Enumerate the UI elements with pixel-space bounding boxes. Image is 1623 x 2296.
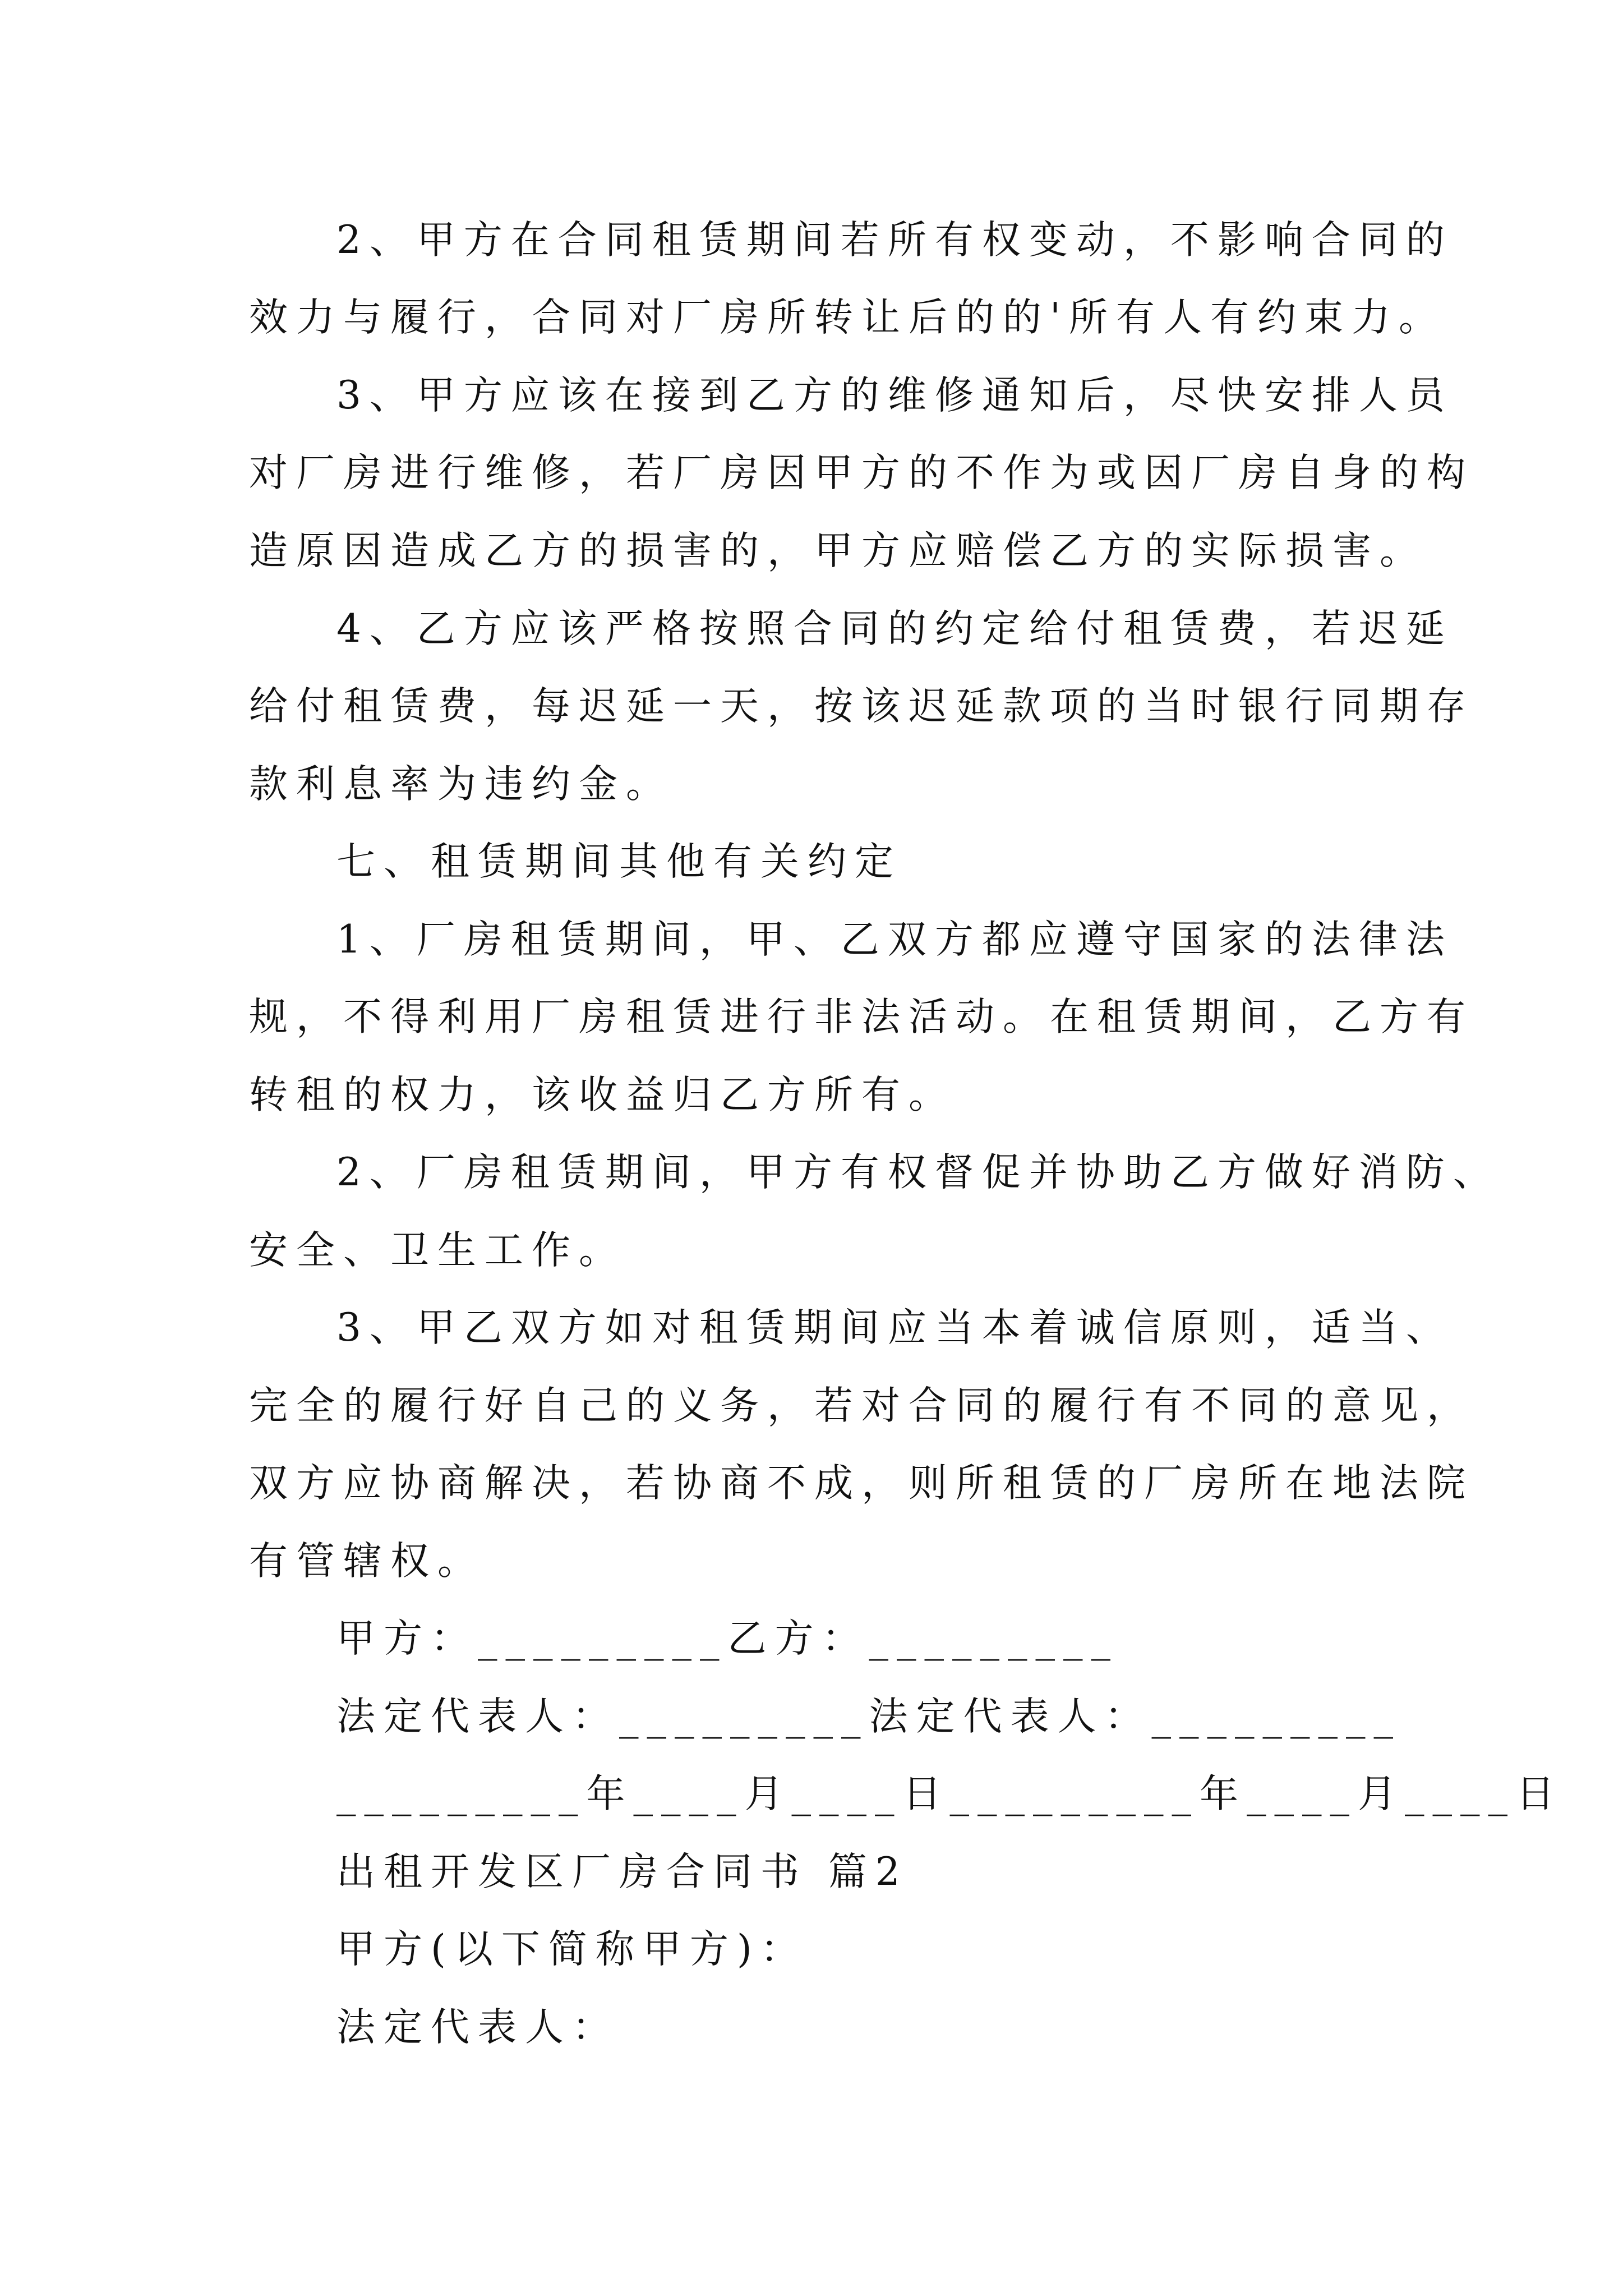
paragraph-line: 造原因造成乙方的损害的，甲方应赔偿乙方的实际损害。 <box>249 528 1427 573</box>
section-heading: 七、租赁期间其他有关约定 <box>336 839 902 884</box>
paragraph-line: 效力与履行，合同对厂房所转让后的的'所有人有约束力。 <box>249 295 1446 340</box>
paragraph-line: 对厂房进行维修，若厂房因甲方的不作为或因厂房自身的构 <box>249 450 1474 495</box>
paragraph-line: 双方应协商解决，若协商不成，则所租赁的厂房所在地法院 <box>249 1461 1474 1506</box>
paragraph-line: 安全、卫生工作。 <box>249 1228 626 1273</box>
legal-representative-line: 法定代表人： <box>336 2005 619 2050</box>
signature-representative-line: 法定代表人：_________法定代表人：_________ <box>336 1694 1401 1739</box>
party-a-line: 甲方(以下简称甲方)： <box>336 1927 808 1972</box>
paragraph-line: 转租的权力，该收益归乙方所有。 <box>249 1073 956 1117</box>
paragraph-line: 1、厂房租赁期间，甲、乙双方都应遵守国家的法律法 <box>336 917 1453 962</box>
paragraph-line: 规，不得利用厂房租赁进行非法活动。在租赁期间，乙方有 <box>249 995 1474 1039</box>
signature-date-line: _________年____月____日_________年____月____日 <box>336 1772 1563 1816</box>
signature-party-line: 甲方：_________乙方：_________ <box>336 1616 1119 1661</box>
contract-title: 出租开发区厂房合同书 篇2 <box>336 1849 909 1894</box>
paragraph-line: 3、甲方应该在接到乙方的维修通知后，尽快安排人员 <box>336 373 1453 418</box>
paragraph-line: 3、甲乙双方如对租赁期间应当本着诚信原则，适当、 <box>336 1305 1453 1350</box>
paragraph-line: 2、厂房租赁期间，甲方有权督促并协助乙方做好消防、 <box>336 1150 1500 1195</box>
paragraph-line: 款利息率为违约金。 <box>249 762 673 807</box>
paragraph-line: 给付租赁费，每迟延一天，按该迟延款项的当时银行同期存 <box>249 684 1474 729</box>
paragraph-line: 有管辖权。 <box>249 1539 485 1584</box>
paragraph-line: 完全的履行好自己的义务，若对合同的履行有不同的意见， <box>249 1383 1474 1428</box>
paragraph-line: 2、甲方在合同租赁期间若所有权变动，不影响合同的 <box>336 218 1453 263</box>
paragraph-line: 4、乙方应该严格按照合同的约定给付租赁费，若迟延 <box>336 606 1453 651</box>
